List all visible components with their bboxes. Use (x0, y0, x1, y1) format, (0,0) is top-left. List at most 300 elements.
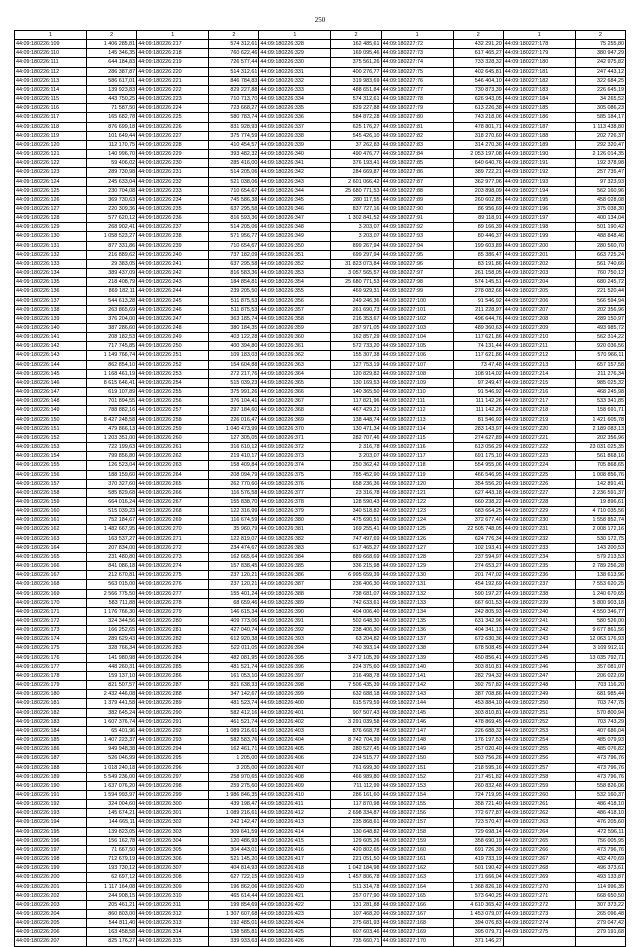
cadastral-number-cell: 44:09:180227:118 (381, 461, 453, 470)
cadastral-value-cell: 280 527,45 (331, 745, 381, 754)
cadastral-number-cell: 44:09:180226:278 (137, 598, 209, 607)
cadastral-value-cell: 949 948,38 (87, 745, 137, 754)
cadastral-value-cell: 280 560,70 (575, 241, 625, 250)
header-cell-number: 1 (259, 31, 331, 40)
cadastral-number-cell: 44:09:180226:412 (259, 809, 331, 818)
table-row (15, 269, 626, 278)
cadastral-number-cell: 44:09:180226:338 (259, 131, 331, 140)
cadastral-value-cell: 376 204,00 (87, 314, 137, 323)
cadastral-value-cell: 116 674,59 (209, 516, 259, 525)
header-cell-number: 1 (15, 31, 87, 40)
cadastral-value-cell: 613 226,38 (453, 104, 503, 113)
cadastral-value-cell: 231 480,80 (87, 552, 137, 561)
cadastral-value-cell: 619 107,89 (87, 388, 137, 397)
cadastral-number-cell: 44:09:180226:181 (15, 699, 87, 708)
cadastral-number-cell: 44:09:180226:402 (259, 717, 331, 726)
cadastral-number-cell: 44:09:180226:306 (137, 855, 209, 864)
cadastral-number-cell: 44:09:180226:246 (137, 305, 209, 314)
cadastral-number-cell: 44:09:180226:289 (137, 699, 209, 708)
cadastral-number-cell: 44:09:180227:237 (503, 580, 575, 589)
cadastral-value-cell: 202 356,96 (575, 433, 625, 442)
cadastral-value-cell: 35 960,79 (209, 525, 259, 534)
cadastral-number-cell: 44:09:180226:207 (15, 937, 87, 946)
cadastral-value-cell: 8 742 704,39 (331, 736, 381, 745)
table-row (15, 809, 626, 818)
cadastral-number-cell: 44:09:180227:255 (503, 745, 575, 754)
cadastral-value-cell: 289 730,98 (87, 168, 137, 177)
cadastral-number-cell: 44:09:180227:261 (503, 800, 575, 809)
table-row (15, 790, 626, 799)
cadastral-value-cell: 144 665,11 (87, 818, 137, 827)
cadastral-value-cell: 572 733,20 (331, 342, 381, 351)
cadastral-number-cell: 44:09:180226:206 (15, 928, 87, 937)
cadastral-value-cell: 488 848,46 (575, 232, 625, 241)
table-row (15, 855, 626, 864)
cadastral-number-cell: 44:09:180227:125 (381, 525, 453, 534)
cadastral-value-cell: 85 386,47 (453, 250, 503, 259)
cadastral-number-cell: 44:09:180227:147 (381, 726, 453, 735)
cadastral-number-cell: 44:09:180226:179 (15, 681, 87, 690)
cadastral-value-cell: 307 373,22 (575, 900, 625, 909)
cadastral-value-cell: 116 576,58 (209, 488, 259, 497)
cadastral-number-cell: 44:09:180227:223 (503, 452, 575, 461)
table-row (15, 671, 626, 680)
cadastral-value-cell: 2 126 014,35 (575, 150, 625, 159)
cadastral-value-cell: 624 776,34 (453, 534, 503, 543)
cadastral-value-cell: 467 429,21 (331, 406, 381, 415)
cadastral-number-cell: 44:09:180226:123 (15, 168, 87, 177)
cadastral-value-cell: 496 644,76 (453, 314, 503, 323)
cadastral-value-cell: 145 346,35 (87, 49, 137, 58)
cadastral-number-cell: 44:09:180226:349 (259, 232, 331, 241)
cadastral-number-cell: 44:09:180227:186 (503, 113, 575, 122)
cadastral-value-cell: 81 546,92 (453, 415, 503, 424)
cadastral-value-cell: 493 133,87 (575, 873, 625, 882)
cadastral-value-cell: 117 870,98 (331, 800, 381, 809)
table-row (15, 314, 626, 323)
cadastral-number-cell: 44:09:180226:244 (137, 287, 209, 296)
cadastral-value-cell: 192 378,98 (575, 159, 625, 168)
cadastral-number-cell: 44:09:180227:179 (503, 49, 575, 58)
cadastral-value-cell: 743 218,06 (453, 113, 503, 122)
cadastral-value-cell: 490 476,77 (331, 150, 381, 159)
cadastral-value-cell: 287 971,05 (331, 324, 381, 333)
header-cell-value: 2 (453, 31, 503, 40)
cadastral-number-cell: 44:09:180226:345 (259, 195, 331, 204)
cadastral-number-cell: 44:09:180226:139 (15, 314, 87, 323)
cadastral-number-cell: 44:09:180226:164 (15, 543, 87, 552)
cadastral-value-cell: 109 183,03 (209, 351, 259, 360)
cadastral-number-cell: 44:09:180227:159 (381, 836, 453, 845)
cadastral-number-cell: 44:09:180226:138 (15, 305, 87, 314)
cadastral-number-cell: 44:09:180226:152 (15, 433, 87, 442)
cadastral-number-cell: 44:09:180226:386 (259, 571, 331, 580)
cadastral-value-cell: 65 401,96 (87, 726, 137, 735)
cadastral-value-cell: 102 193,41 (453, 543, 503, 552)
cadastral-value-cell: 86 956,69 (453, 204, 503, 213)
table-row (15, 607, 626, 616)
cadastral-value-cell: 196 862,06 (209, 882, 259, 891)
header-cell-value: 2 (209, 31, 259, 40)
cadastral-number-cell: 44:09:180226:117 (15, 113, 87, 122)
cadastral-value-cell: 607 603,46 (331, 928, 381, 937)
cadastral-number-cell: 44:09:180227:257 (503, 763, 575, 772)
cadastral-number-cell: 44:09:180226:311 (137, 900, 209, 909)
cadastral-number-cell: 44:09:180226:374 (259, 461, 331, 470)
cadastral-number-cell: 44:09:180226:145 (15, 369, 87, 378)
cadastral-number-cell: 44:09:180226:131 (15, 241, 87, 250)
cadastral-number-cell: 44:09:180226:143 (15, 351, 87, 360)
cadastral-value-cell: 1 089 216,61 (209, 726, 259, 735)
cadastral-number-cell: 44:09:180227:104 (381, 333, 453, 342)
cadastral-value-cell: 157 838,45 (209, 562, 259, 571)
cadastral-number-cell: 44:09:180226:202 (15, 891, 87, 900)
table-row (15, 159, 626, 168)
cadastral-value-cell: 218 408,79 (87, 278, 137, 287)
cadastral-value-cell: 985 025,32 (575, 378, 625, 387)
table-row (15, 278, 626, 287)
cadastral-number-cell: 44:09:180226:134 (15, 269, 87, 278)
cadastral-number-cell: 44:09:180227:201 (503, 250, 575, 259)
cadastral-number-cell: 44:09:180226:162 (15, 525, 87, 534)
table-row (15, 754, 626, 763)
cadastral-number-cell: 44:09:180226:408 (259, 772, 331, 781)
cadastral-number-cell: 44:09:180226:160 (15, 507, 87, 516)
cadastral-number-cell: 44:09:180227:131 (381, 580, 453, 589)
cadastral-value-cell: 230 704,08 (87, 186, 137, 195)
cadastral-value-cell: 1 594 993,97 (87, 790, 137, 799)
cadastral-value-cell: 485 079,93 (575, 736, 625, 745)
cadastral-number-cell: 44:09:180227:196 (503, 204, 575, 213)
cadastral-value-cell: 627 722,15 (209, 873, 259, 882)
cadastral-number-cell: 44:09:180226:346 (259, 204, 331, 213)
cadastral-value-cell: 250 362,42 (331, 461, 381, 470)
cadastral-number-cell: 44:09:180226:248 (137, 324, 209, 333)
cadastral-number-cell: 44:09:180227:164 (381, 882, 453, 891)
cadastral-value-cell: 380 184,35 (209, 324, 259, 333)
cadastral-number-cell: 44:09:180226:290 (137, 708, 209, 717)
cadastral-value-cell: 62 697,12 (87, 873, 137, 882)
table-row (15, 800, 626, 809)
cadastral-number-cell: 44:09:180226:116 (15, 104, 87, 113)
cadastral-value-cell: 322 684,25 (575, 76, 625, 85)
cadastral-number-cell: 44:09:180226:354 (259, 278, 331, 287)
cadastral-value-cell: 2 789 256,28 (575, 562, 625, 571)
cadastral-value-cell: 2 432 446,08 (87, 690, 137, 699)
cadastral-number-cell: 44:09:180226:424 (259, 919, 331, 928)
cadastral-number-cell: 44:09:180227:224 (503, 461, 575, 470)
cadastral-number-cell: 44:09:180227:83 (381, 140, 453, 149)
cadastral-value-cell: 522 011,05 (209, 644, 259, 653)
cadastral-number-cell: 44:09:180227:123 (381, 507, 453, 516)
cadastral-value-cell: 554 955,06 (453, 461, 503, 470)
cadastral-value-cell: 3 205,00 (209, 763, 259, 772)
cadastral-value-cell: 111 142,26 (453, 406, 503, 415)
cadastral-number-cell: 44:09:180226:199 (15, 864, 87, 873)
cadastral-value-cell: 375 561,26 (331, 58, 381, 67)
cadastral-number-cell: 44:09:180226:262 (137, 452, 209, 461)
cadastral-value-cell: 703 743,29 (575, 717, 625, 726)
cadastral-value-cell: 236 406,30 (331, 580, 381, 589)
cadastral-number-cell: 44:09:180226:329 (259, 49, 331, 58)
cadastral-value-cell: 63 204,82 (331, 635, 381, 644)
cadastral-value-cell: 226 016,47 (209, 415, 259, 424)
cadastral-value-cell: 586 617,01 (87, 76, 137, 85)
cadastral-number-cell: 44:09:180226:312 (137, 910, 209, 919)
cadastral-value-cell: 242 142,47 (209, 818, 259, 827)
ledger-body (15, 40, 626, 946)
cadastral-number-cell: 44:09:180227:178 (503, 40, 575, 49)
cadastral-number-cell: 44:09:180227:75 (381, 67, 453, 76)
cadastral-value-cell: 574 312,61 (209, 40, 259, 49)
table-row (15, 836, 626, 845)
cadastral-value-cell: 107 468,20 (331, 910, 381, 919)
cadastral-value-cell: 831 928,93 (209, 122, 259, 131)
table-row (15, 589, 626, 598)
cadastral-number-cell: 44:09:180227:228 (503, 497, 575, 506)
cadastral-number-cell: 44:09:180227:258 (503, 772, 575, 781)
cadastral-number-cell: 44:09:180226:380 (259, 516, 331, 525)
cadastral-value-cell: 358 721,40 (453, 800, 503, 809)
cadastral-number-cell: 44:09:180226:261 (137, 443, 209, 452)
cadastral-number-cell: 44:09:180226:423 (259, 910, 331, 919)
cadastral-value-cell: 130 169,53 (331, 378, 381, 387)
cadastral-value-cell: 31 823 073,84 (331, 259, 381, 268)
cadastral-value-cell: 382 645,24 (87, 708, 137, 717)
cadastral-value-cell: 23 031 025,35 (575, 443, 625, 452)
cadastral-number-cell: 44:09:180227:244 (503, 644, 575, 653)
cadastral-number-cell: 44:09:180226:405 (259, 745, 331, 754)
cadastral-value-cell: 703 747,75 (575, 699, 625, 708)
cadastral-number-cell: 44:09:180227:195 (503, 195, 575, 204)
cadastral-value-cell: 120 829,82 (331, 369, 381, 378)
cadastral-value-cell: 1 368 826,18 (453, 882, 503, 891)
table-row (15, 772, 626, 781)
cadastral-number-cell: 44:09:180227:260 (503, 790, 575, 799)
cadastral-value-cell: 19 896,61 (575, 497, 625, 506)
cadastral-value-cell: 752 184,67 (87, 516, 137, 525)
cadastral-number-cell: 44:09:180226:282 (137, 635, 209, 644)
cadastral-number-cell: 44:09:180226:233 (137, 186, 209, 195)
cadastral-number-cell: 44:09:180226:176 (15, 653, 87, 662)
table-row (15, 40, 626, 49)
cadastral-value-cell: 772 677,87 (453, 809, 503, 818)
cadastral-value-cell: 485 076,82 (575, 745, 625, 754)
cadastral-value-cell: 201 747,02 (453, 571, 503, 580)
cadastral-value-cell: 207 834,00 (87, 543, 137, 552)
cadastral-value-cell: 737 182,09 (209, 250, 259, 259)
cadastral-value-cell: 3 109 912,11 (575, 644, 625, 653)
cadastral-number-cell: 44:09:180226:280 (137, 617, 209, 626)
cadastral-number-cell: 44:09:180227:218 (503, 406, 575, 415)
cadastral-value-cell: 729 698,14 (453, 827, 503, 836)
cadastral-value-cell: 733 328,32 (453, 58, 503, 67)
cadastral-number-cell: 44:09:180227:251 (503, 708, 575, 717)
cadastral-number-cell: 44:09:180227:115 (381, 433, 453, 442)
table-row (15, 360, 626, 369)
cadastral-value-cell: 1 113 438,80 (575, 122, 625, 131)
cadastral-number-cell: 44:09:180226:414 (259, 827, 331, 836)
cadastral-number-cell: 44:09:180226:126 (15, 195, 87, 204)
cadastral-value-cell: 1 307 607,68 (209, 910, 259, 919)
cadastral-value-cell: 7 506 435,39 (331, 681, 381, 690)
cadastral-number-cell: 44:09:180227:205 (503, 287, 575, 296)
cadastral-number-cell: 44:09:180226:254 (137, 378, 209, 387)
cadastral-value-cell: 760 622,46 (209, 49, 259, 58)
cadastral-value-cell: 632 688,18 (331, 690, 381, 699)
cadastral-value-cell: 577 620,12 (87, 214, 137, 223)
cadastral-value-cell: 25 680 771,53 (331, 186, 381, 195)
cadastral-number-cell: 44:09:180227:137 (381, 635, 453, 644)
cadastral-value-cell: 239 205,50 (209, 287, 259, 296)
header-cell-number: 1 (503, 31, 575, 40)
cadastral-number-cell: 44:09:180226:167 (15, 571, 87, 580)
table-row (15, 76, 626, 85)
cadastral-number-cell: 44:09:180227:163 (381, 873, 453, 882)
cadastral-number-cell: 44:09:180226:269 (137, 516, 209, 525)
cadastral-number-cell: 44:09:180226:387 (259, 580, 331, 589)
cadastral-number-cell: 44:09:180227:168 (381, 919, 453, 928)
cadastral-value-cell: 761 699,30 (331, 763, 381, 772)
cadastral-value-cell: 97 249,47 (453, 378, 503, 387)
cadastral-value-cell: 691 726,39 (453, 845, 503, 854)
cadastral-value-cell: 660 238,22 (453, 497, 503, 506)
cadastral-number-cell: 44:09:180226:235 (137, 204, 209, 213)
cadastral-value-cell: 211 276,34 (575, 369, 625, 378)
cadastral-number-cell: 44:09:180227:217 (503, 397, 575, 406)
cadastral-number-cell: 44:09:180227:209 (503, 324, 575, 333)
table-row (15, 525, 626, 534)
cadastral-value-cell: 489 360,63 (453, 324, 503, 333)
cadastral-value-cell: 221 051,50 (331, 855, 381, 864)
cadastral-value-cell: 3 472 105,39 (331, 653, 381, 662)
cadastral-value-cell: 710 654,67 (209, 186, 259, 195)
cadastral-number-cell: 44:09:180227:100 (381, 296, 453, 305)
cadastral-number-cell: 44:09:180227:203 (503, 269, 575, 278)
cadastral-number-cell: 44:09:180227:213 (503, 360, 575, 369)
cadastral-value-cell: 443 750,25 (87, 95, 137, 104)
table-row (15, 497, 626, 506)
cadastral-value-cell: 626 943,05 (453, 95, 503, 104)
cadastral-number-cell: 44:09:180227:141 (381, 671, 453, 680)
cadastral-value-cell: 140 365,50 (331, 388, 381, 397)
cadastral-value-cell: 188 159,60 (87, 470, 137, 479)
cadastral-value-cell: 580 783,74 (209, 113, 259, 122)
cadastral-number-cell: 44:09:180226:376 (259, 479, 331, 488)
cadastral-value-cell: 226 645,19 (575, 85, 625, 94)
cadastral-value-cell: 574 312,61 (331, 95, 381, 104)
cadastral-number-cell: 44:09:180227:126 (381, 534, 453, 543)
cadastral-value-cell: 339 933,63 (209, 937, 259, 946)
cadastral-number-cell: 44:09:180227:254 (503, 736, 575, 745)
cadastral-value-cell: 203 898,09 (453, 186, 503, 195)
cadastral-value-cell: 461 521,74 (209, 717, 259, 726)
cadastral-value-cell: 369 730,63 (87, 195, 137, 204)
cadastral-value-cell: 644 184,83 (87, 58, 137, 67)
cadastral-number-cell: 44:09:180226:230 (137, 159, 209, 168)
cadastral-number-cell: 44:09:180227:97 (381, 269, 453, 278)
cadastral-number-cell: 44:09:180226:341 (259, 159, 331, 168)
cadastral-number-cell: 44:09:180227:264 (503, 827, 575, 836)
cadastral-value-cell: 220 309,36 (87, 204, 137, 213)
cadastral-number-cell: 44:09:180226:113 (15, 76, 87, 85)
cadastral-value-cell: 400 276,77 (331, 67, 381, 76)
cadastral-value-cell: 6 995 659,39 (331, 571, 381, 580)
cadastral-value-cell: 468 245,98 (575, 388, 625, 397)
cadastral-value-cell: 546 404,10 (453, 76, 503, 85)
cadastral-number-cell: 44:09:180227:94 (381, 241, 453, 250)
cadastral-value-cell: 242 805,93 (453, 607, 503, 616)
table-row (15, 562, 626, 571)
cadastral-number-cell: 44:09:180227:103 (381, 324, 453, 333)
table-row (15, 186, 626, 195)
cadastral-value-cell: 263 865,69 (87, 305, 137, 314)
cadastral-number-cell: 44:09:180226:132 (15, 250, 87, 259)
cadastral-number-cell: 44:09:180226:133 (15, 259, 87, 268)
cadastral-value-cell: 193 730,12 (87, 864, 137, 873)
cadastral-value-cell: 699 297,94 (331, 250, 381, 259)
cadastral-number-cell: 44:09:180226:355 (259, 287, 331, 296)
cadastral-value-cell: 163 537,27 (87, 534, 137, 543)
cadastral-value-cell: 212 670,81 (87, 571, 137, 580)
cadastral-number-cell: 44:09:180226:151 (15, 424, 87, 433)
cadastral-number-cell: 44:09:180226:382 (259, 534, 331, 543)
cadastral-number-cell: 44:09:180227:158 (381, 827, 453, 836)
cadastral-number-cell: 44:09:180227:232 (503, 534, 575, 543)
table-row (15, 223, 626, 232)
cadastral-number-cell: 44:09:180226:172 (15, 617, 87, 626)
cadastral-number-cell: 44:09:180226:148 (15, 397, 87, 406)
cadastral-value-cell: 155 307,38 (331, 351, 381, 360)
table-row (15, 388, 626, 397)
cadastral-number-cell: 44:09:180226:253 (137, 369, 209, 378)
cadastral-number-cell: 44:09:180226:291 (137, 717, 209, 726)
cadastral-value-cell: 1 482 667,95 (87, 525, 137, 534)
cadastral-value-cell: 1 205,00 (209, 754, 259, 763)
cadastral-value-cell: 420 802,65 (331, 845, 381, 854)
cadastral-number-cell: 44:09:180226:165 (15, 552, 87, 561)
cadastral-value-cell: 3 203,07 (331, 452, 381, 461)
cadastral-value-cell: 705 868,65 (575, 461, 625, 470)
cadastral-value-cell: 502 648,30 (331, 617, 381, 626)
cadastral-value-cell: 816 593,36 (209, 214, 259, 223)
cadastral-number-cell: 44:09:180227:192 (503, 168, 575, 177)
cadastral-value-cell: 165 682,78 (87, 113, 137, 122)
cadastral-number-cell: 44:09:180226:350 (259, 241, 331, 250)
cadastral-value-cell: 358 690,19 (453, 836, 503, 845)
cadastral-value-cell: 309 641,59 (209, 827, 259, 836)
cadastral-number-cell: 44:09:180227:138 (381, 644, 453, 653)
cadastral-value-cell: 71 667,50 (87, 845, 137, 854)
cadastral-number-cell: 44:09:180227:193 (503, 177, 575, 186)
cadastral-value-cell: 570 800,94 (575, 708, 625, 717)
cadastral-number-cell: 44:09:180226:220 (137, 67, 209, 76)
cadastral-number-cell: 44:09:180226:383 (259, 543, 331, 552)
cadastral-value-cell: 138 585,81 (209, 928, 259, 937)
cadastral-number-cell: 44:09:180227:242 (503, 626, 575, 635)
cadastral-value-cell: 234 474,67 (209, 543, 259, 552)
cadastral-number-cell: 44:09:180227:155 (381, 800, 453, 809)
table-row (15, 461, 626, 470)
cadastral-value-cell: 279 047,42 (575, 919, 625, 928)
cadastral-number-cell: 44:09:180227:262 (503, 809, 575, 818)
cadastral-number-cell: 44:09:180227:136 (381, 626, 453, 635)
cadastral-value-cell: 613 056,29 (453, 443, 503, 452)
cadastral-number-cell: 44:09:180227:215 (503, 378, 575, 387)
cadastral-value-cell: 8 615 646,41 (87, 378, 137, 387)
table-row (15, 177, 626, 186)
cadastral-value-cell: 161 053,10 (209, 671, 259, 680)
